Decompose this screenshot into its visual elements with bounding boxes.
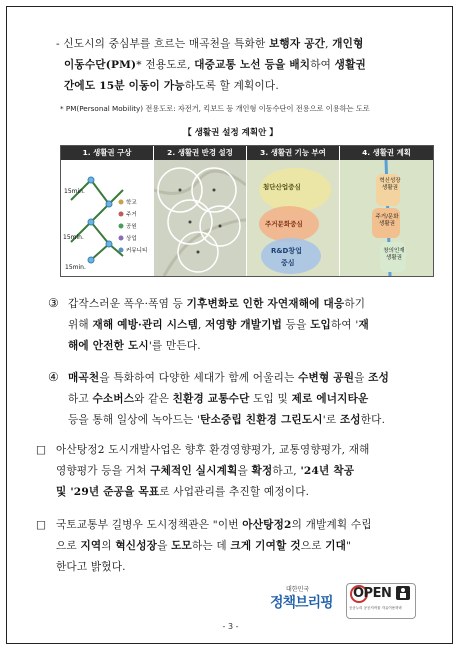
box1-line2: [36, 461, 428, 482]
panel-function: [247, 160, 339, 276]
square-bullet: □: [36, 444, 47, 456]
legend-school: 학교: [126, 200, 137, 206]
text: 등을: [282, 319, 311, 331]
item3-line1: [48, 293, 428, 315]
footnote: * PM(Personal Mobility) 전용도로: 자전거, 킥보드 등 개인형 이동수단이 전용으로 이용하는 도로: [60, 104, 370, 113]
text: ,: [198, 319, 206, 331]
figure-title: 【 생활권 설정 계획안 】: [183, 128, 278, 138]
panel-radius-setting: [154, 160, 246, 276]
text: ": [346, 540, 352, 552]
text: - 신도시의 중심부를 흐르는 매곡천을 특화한: [56, 38, 269, 50]
label-residential: [372, 214, 402, 228]
legend-commerce: 상업: [126, 236, 137, 242]
item-3-paragraph: [48, 293, 428, 357]
text: '로: [322, 414, 340, 426]
legend-residence: 주거: [126, 212, 137, 218]
label-rnd: R&D창업: [271, 247, 302, 255]
text: 하는 데: [191, 540, 231, 552]
text: 국토교통부 길병우 도시정책관은 "이번: [56, 519, 243, 531]
open-license-logo: [346, 583, 416, 619]
text-bold: 재: [358, 319, 369, 331]
text: 아산탕정2 도시개발사업은 향후 환경영향평가, 교통영향평가, 재해: [56, 444, 370, 456]
text-bold: 대중교통 노선 등을 배치: [194, 59, 311, 71]
text: 하여 ': [330, 319, 359, 331]
text-bold: 간에도 15분 이동이 가능: [64, 80, 185, 92]
item4-line3: [48, 410, 428, 431]
bullet1-line2: [56, 55, 416, 76]
box-paragraph-1: [36, 440, 428, 503]
time-label-mid: 15min.: [63, 234, 84, 241]
text: 하도록 할 계획이다.: [184, 80, 279, 92]
policy-briefing-logo: [266, 580, 346, 624]
logo-small-text: 대한민국: [286, 586, 310, 593]
text-bold: 매곡천: [68, 372, 100, 384]
circled-number-3: ③: [48, 296, 59, 310]
text: ,: [187, 59, 195, 71]
figure-header-3: 3. 생활권 기능 부여: [247, 146, 339, 160]
text-bold: '24년 착공: [300, 465, 355, 477]
text-bold: 도모: [171, 540, 192, 552]
text-bold: 기대: [325, 540, 347, 552]
text: 의 개발계획 수립: [291, 519, 372, 531]
text-bold: 제로 에너지타운: [291, 393, 369, 405]
logo-main-text: 정책브리핑: [270, 595, 333, 611]
text-bold: 보행자 공간: [269, 38, 326, 50]
text: 영향평가 등을 거쳐: [56, 465, 151, 477]
text: 의: [101, 540, 116, 552]
text-bold: 조성: [368, 372, 390, 384]
text: 갑작스러운 폭우·폭염 등: [68, 298, 187, 310]
box-paragraph-2: [36, 515, 428, 578]
legend-park: 공원: [126, 224, 137, 230]
living-zone-figure: [60, 145, 434, 277]
text-bold: 저영향 개발기법: [205, 319, 283, 331]
text-bold: 확정: [251, 465, 273, 477]
text: 으로: [300, 540, 326, 552]
text-bold: 및 '29년 준공을 목표: [56, 486, 160, 498]
item3-line2: [48, 315, 428, 336]
open-text: OPEN: [353, 586, 392, 601]
text: 하기: [344, 298, 366, 310]
page-number: - 3 -: [222, 622, 239, 631]
text: 을: [237, 465, 252, 477]
circled-number-4: ④: [48, 370, 59, 384]
label-residence-culture: 주거문화중심: [265, 220, 303, 228]
label-line: 혁신성장: [379, 178, 401, 184]
text: '를 만든다.: [148, 340, 201, 352]
text: 하고,: [272, 465, 301, 477]
text: 하고: [68, 393, 93, 405]
text: 로 사업관리를 추진할 예정이다.: [159, 486, 310, 498]
panel-plan: [340, 160, 433, 276]
text-bold: 탄소중립 친환경 그린도시: [200, 414, 323, 426]
text: ,: [325, 38, 333, 50]
text: 으로: [56, 540, 81, 552]
text-bold: 생활권: [334, 59, 366, 71]
text-bold: 기후변화로 인한 자연재해에 대응: [186, 298, 345, 310]
text-bold: 개인형: [332, 38, 364, 50]
text-bold: 이동수단(PM): [64, 59, 137, 71]
text-bold: 혁신성장: [115, 540, 158, 552]
license-person-icon: [396, 586, 410, 600]
panel-zone-concept: [61, 160, 153, 276]
box1-line3: [36, 482, 428, 503]
bullet1-line1: [56, 34, 416, 55]
label-line: 생활권: [382, 185, 398, 191]
bullet-paragraph-1: [56, 34, 416, 97]
time-label-bottom: 15min.: [65, 264, 86, 271]
text-bold: 조성: [339, 414, 361, 426]
label-line: 창의인재: [383, 248, 405, 254]
label-center: 중심: [281, 259, 295, 267]
box1-line1: [36, 440, 428, 461]
radius-map: [154, 160, 246, 276]
figure-header-4: 4. 생활권 계획: [340, 146, 433, 160]
text-bold: 해에 안전한 도시: [68, 340, 149, 352]
box2-line2: [36, 536, 428, 557]
time-label-top: 15min.: [64, 188, 85, 195]
text-bold: 크게 기여할 것: [230, 540, 301, 552]
square-bullet: □: [36, 519, 47, 531]
text-bold: 지역: [80, 540, 102, 552]
label-line: 생활권: [386, 255, 402, 261]
text-bold: 수변형 공원: [298, 372, 355, 384]
text: 도입 및: [249, 393, 292, 405]
item4-line1: [48, 367, 428, 389]
text: 등을 통해 일상에 녹아드는 ': [68, 414, 201, 426]
label-innovation: [376, 178, 404, 192]
item4-line2: [48, 389, 428, 410]
text: * 전용도로: [136, 59, 188, 71]
text-bold: 도입: [310, 319, 331, 331]
open-subtext: 공공누리 공공저작물 자유이용허락: [349, 606, 402, 610]
figure-header-2: 2. 생활권 반경 설정: [154, 146, 246, 160]
text: 하여: [310, 59, 335, 71]
text: 을: [354, 372, 369, 384]
label-line: 주거/문화: [375, 214, 399, 220]
label-line: 생활권: [379, 221, 395, 227]
text: 을: [157, 540, 172, 552]
text-bold: 재해 예방·관리 시스템: [92, 319, 199, 331]
text: 위해: [68, 319, 93, 331]
bullet1-line3: [56, 76, 416, 97]
text: 한다.: [360, 414, 386, 426]
text: 한다고 밝혔다.: [56, 561, 126, 573]
text-bold: 구체적인 실시계획: [150, 465, 238, 477]
text: 을 특화하여 다양한 세대가 함께 어울리는: [99, 372, 299, 384]
box2-line1: [36, 515, 428, 536]
text-bold: 친환경 교통수단: [172, 393, 250, 405]
box2-line3: [36, 557, 428, 578]
label-advanced-industry: 첨단산업중심: [263, 183, 301, 191]
legend: [126, 197, 147, 257]
text: 와 같은: [134, 393, 173, 405]
legend-community: 커뮤니티: [126, 248, 148, 254]
text-bold: 수소버스: [92, 393, 135, 405]
label-creative: [380, 248, 408, 262]
item-4-paragraph: [48, 367, 428, 431]
figure-header-1: 1. 생활권 구상: [61, 146, 153, 160]
text-bold: 아산탕정2: [242, 519, 292, 531]
item3-line3: [48, 336, 428, 357]
